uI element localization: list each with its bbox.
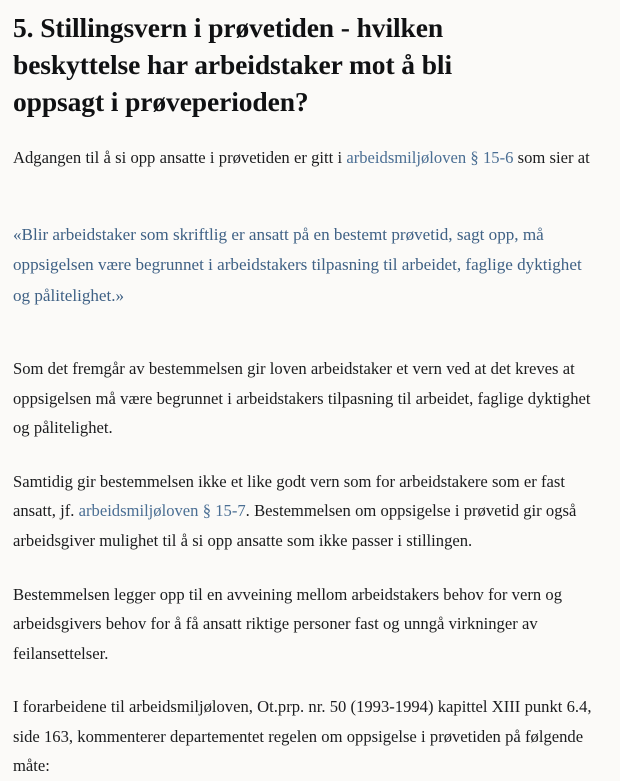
link-arbeidsmiljoloven-15-7[interactable]: arbeidsmiljøloven § 15-7 <box>78 501 246 521</box>
quote-bottom-spacer <box>13 333 602 354</box>
page-title: 5. Stillingsvern i prøvetiden - hvilken beskyttelse har arbeidstaker mot å bli oppsagt i prøveperioden? <box>13 12 459 117</box>
paragraph-body-2-text-after: . Bestemmelsen om oppsigelse i prøvetid gir også arbeidsgiver mulighet til å si opp ansatte som ikke passer i stillingen. <box>13 501 581 550</box>
blockquote-statute-text: «Blir arbeidstaker som skriftlig er ansatt på en bestemt prøvetid, sagt opp, må oppsigelsen være begrunnet i arbeidstakers tilpasning til arbeidet, faglige dyktighet og pålitelighet.» <box>13 225 591 305</box>
quote-top-spacer <box>13 196 602 220</box>
paragraph-body-1: Som det fremgår av bestemmelsen gir loven arbeidstaker et vern ved at det kreves at oppsigelsen må være begrunnet i arbeidstakers tilpasning til arbeidet, faglige dyktighet og pålitelighet. <box>13 359 595 438</box>
paragraph-intro <box>13 143 602 173</box>
link-arbeidsmiljoloven-15-6[interactable]: arbeidsmiljøloven § 15-6 <box>346 147 514 167</box>
paragraph-body-4: I forarbeidene til arbeidsmiljøloven, Ot.prp. nr. 50 (1993-1994) kapittel XIII punkt 6.4, side 163, kommenterer departementet regelen om oppsigelse i prøvetiden på følgende måte: <box>13 697 601 776</box>
paragraph-body-3: Bestemmelsen legger opp til en avveining mellom arbeidstakers behov for vern og arbeidsgivers behov for å få ansatt riktige personer fast og unngå virkninger av feilansettelser. <box>13 584 575 663</box>
paragraph-intro-text-before: Adgangen til å si opp ansatte i prøvetiden er gitt i <box>13 147 347 167</box>
paragraph-body-2-text-before: Samtidig gir bestemmelsen ikke et like godt vern som for arbeidstakere som er fast ansatt, jf. <box>13 471 570 521</box>
paragraph-body-2 <box>13 467 602 556</box>
paragraph-intro-text-after: som sier at <box>513 147 590 167</box>
